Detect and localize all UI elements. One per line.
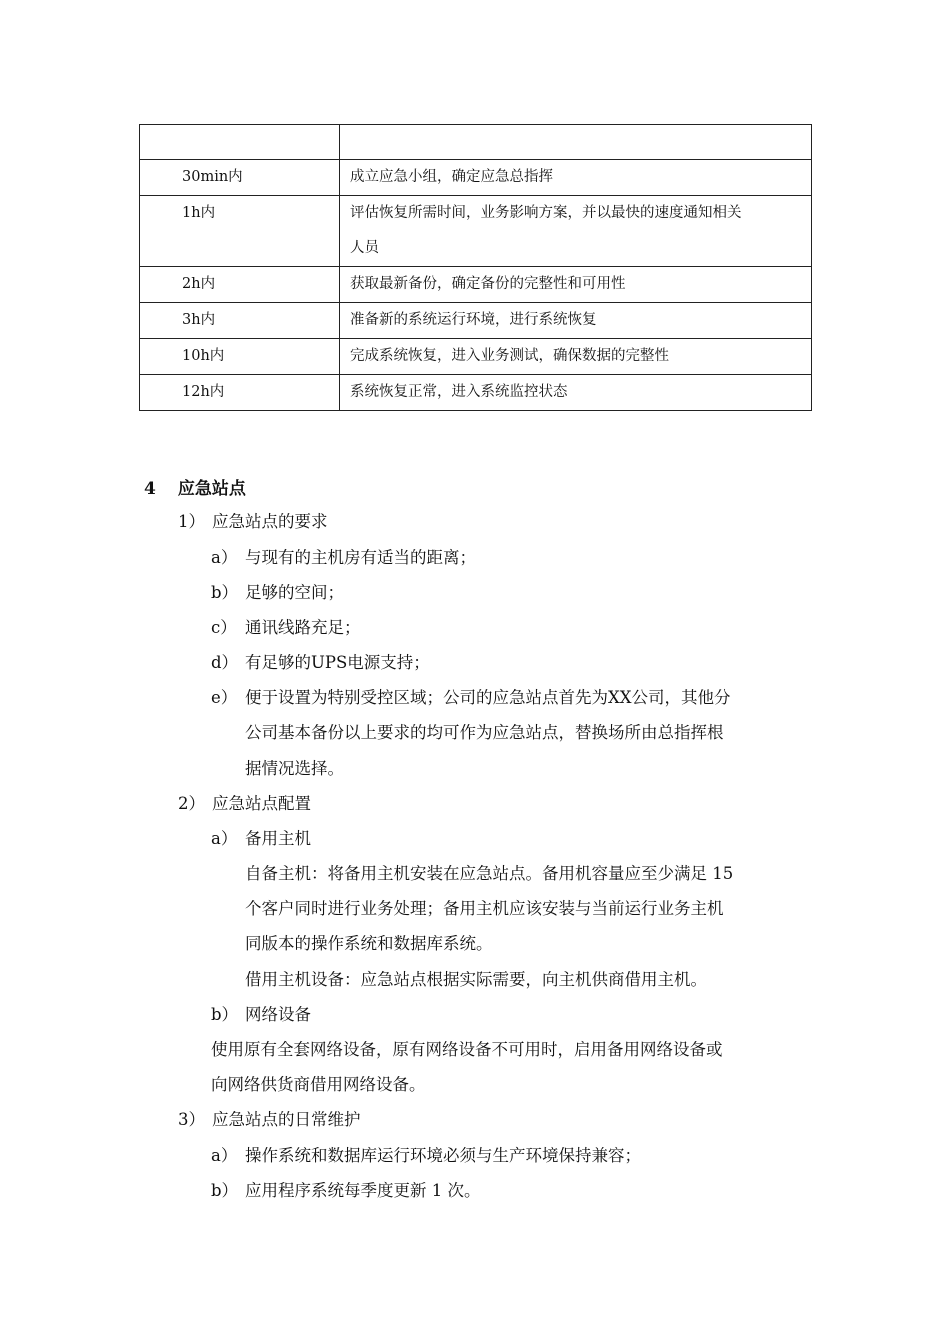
- action-line: 人员: [350, 240, 379, 256]
- table-row: [140, 160, 812, 196]
- list-item: [211, 998, 311, 1032]
- subsection-label: 2）: [178, 794, 205, 813]
- action-cell: [340, 303, 812, 339]
- item-label: c）: [211, 618, 237, 637]
- item-label: a）: [211, 1146, 238, 1165]
- action-line: 获取最新备份，确定备份的完整性和可用性: [350, 276, 626, 292]
- list-item: [211, 681, 731, 715]
- subsection-title: 应急站点配置: [212, 794, 311, 813]
- subsection-heading: [178, 787, 311, 821]
- item-label: b）: [211, 1181, 239, 1200]
- item-label: a）: [211, 548, 238, 567]
- table-row: [140, 303, 812, 339]
- list-item: [211, 646, 430, 680]
- table-header-row: [140, 125, 812, 160]
- item-text-continued: 公司基本备份以上要求的均可作为应急站点，替换场所由总指挥根: [245, 723, 724, 742]
- time-cell: 1h内: [140, 196, 340, 267]
- time-cell: 10h内: [140, 339, 340, 375]
- subsection-label: 3）: [178, 1110, 205, 1129]
- item-text: 足够的空间；: [245, 583, 344, 602]
- item-text-continued: 据情况选择。: [245, 759, 344, 778]
- item-label: b）: [211, 583, 239, 602]
- action-cell: [340, 160, 812, 196]
- subsection-title: 应急站点的要求: [212, 512, 328, 531]
- time-cell: 30min内: [140, 160, 340, 196]
- time-cell: 3h内: [140, 303, 340, 339]
- action-cell: [340, 267, 812, 303]
- paragraph-line: 借用主机设备：应急站点根据实际需要，向主机供商借用主机。: [245, 970, 707, 989]
- item-label: d）: [211, 653, 239, 672]
- table-row: [140, 267, 812, 303]
- list-item: [211, 611, 361, 645]
- item-text: 与现有的主机房有适当的距离；: [245, 548, 476, 567]
- item-text: 操作系统和数据库运行环境必须与生产环境保持兼容；: [245, 1146, 641, 1165]
- section-title: 应急站点: [177, 479, 246, 499]
- action-line: 系统恢复正常，进入系统监控状态: [350, 384, 568, 400]
- item-text: 有足够的UPS电源支持；: [245, 653, 430, 672]
- list-item: [211, 1139, 641, 1173]
- paragraph-line: 使用原有全套网络设备，原有网络设备不可用时，启用备用网络设备或: [211, 1040, 723, 1059]
- item-title: 备用主机: [245, 829, 311, 848]
- table-header-cell: [340, 125, 812, 160]
- list-item: [211, 1174, 481, 1208]
- table-row: [140, 339, 812, 375]
- item-label: b）: [211, 1005, 239, 1024]
- table-header-cell: [140, 125, 340, 160]
- subsection-title: 应急站点的日常维护: [212, 1110, 361, 1129]
- subsection-label: 1）: [178, 512, 205, 531]
- section-heading: [144, 472, 246, 506]
- item-title: 网络设备: [245, 1005, 311, 1024]
- action-cell: [340, 375, 812, 411]
- section-number: 4: [144, 479, 156, 499]
- paragraph-line: 个客户同时进行业务处理；备用主机应该安装与当前运行业务主机: [245, 899, 724, 918]
- action-cell: [340, 196, 812, 267]
- action-line: 评估恢复所需时间，业务影响方案，并以最快的速度通知相关: [350, 205, 742, 221]
- action-line: 完成系统恢复，进入业务测试，确保数据的完整性: [350, 348, 669, 364]
- paragraph-line: 自备主机：将备用主机安装在应急站点。备用机容量应至少满足 15: [245, 864, 734, 883]
- time-cell: 12h内: [140, 375, 340, 411]
- time-cell: 2h内: [140, 267, 340, 303]
- list-item: [211, 576, 344, 610]
- action-line: 成立应急小组，确定应急总指挥: [350, 169, 553, 185]
- recovery-schedule-table: [139, 124, 812, 411]
- list-item: [211, 822, 311, 856]
- paragraph-line: 同版本的操作系统和数据库系统。: [245, 934, 493, 953]
- action-line: 准备新的系统运行环境，进行系统恢复: [350, 312, 597, 328]
- table-row: [140, 196, 812, 267]
- item-text: 通讯线路充足；: [245, 618, 361, 637]
- action-cell: [340, 339, 812, 375]
- subsection-heading: [178, 505, 328, 539]
- item-text: 应用程序系统每季度更新 1 次。: [245, 1181, 481, 1200]
- list-item: [211, 541, 476, 575]
- item-text: 便于设置为特别受控区域；公司的应急站点首先为XX公司，其他分: [245, 688, 731, 707]
- paragraph-line: 向网络供货商借用网络设备。: [211, 1075, 426, 1094]
- subsection-heading: [178, 1103, 361, 1137]
- table-row: [140, 375, 812, 411]
- item-label: a）: [211, 829, 238, 848]
- item-label: e）: [211, 688, 238, 707]
